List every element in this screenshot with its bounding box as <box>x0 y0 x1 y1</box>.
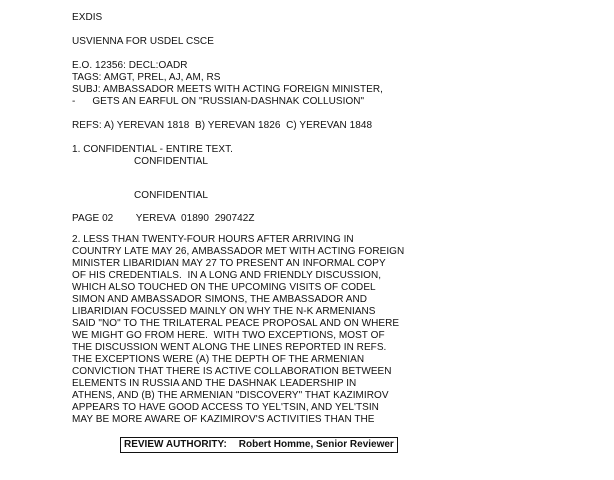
para2-line: ATHENS, AND (B) THE ARMENIAN "DISCOVERY" THAT KAZIMIROV <box>72 390 389 401</box>
para2-line: ELEMENTS IN RUSSIA AND THE DASHNAK LEADERSHIP IN <box>72 378 357 389</box>
classification-marking: CONFIDENTIAL <box>134 156 208 167</box>
review-authority-name: Robert Homme, Senior Reviewer <box>238 439 394 450</box>
para2-line: COUNTRY LATE MAY 26, AMBASSADOR MET WITH ACTING FOREIGN <box>72 246 405 257</box>
caveat: EXDIS <box>72 12 103 23</box>
review-authority-stamp <box>120 437 398 453</box>
para2-line: SIMON AND AMBASSADOR SIMONS, THE AMBASSADOR AND <box>72 294 368 305</box>
page-header-line: PAGE 02 YEREVA 01890 290742Z <box>72 213 255 224</box>
para1-text: 1. CONFIDENTIAL - ENTIRE TEXT. <box>72 144 233 155</box>
subject-line-continued: - GETS AN EARFUL ON "RUSSIAN-DASHNAK COLLUSION" <box>72 96 365 107</box>
para2-line: OF HIS CREDENTIALS. IN A LONG AND FRIENDLY DISCUSSION, <box>72 270 382 281</box>
para2-line: WE MIGHT GO FROM HERE. WITH TWO EXCEPTIONS, MOST OF <box>72 330 385 341</box>
para2-line: LIBARIDIAN FOCUSSED MAINLY ON WHY THE N-K ARMENIANS <box>72 306 376 317</box>
para2-line: THE DISCUSSION WENT ALONG THE LINES REPORTED IN REFS. <box>72 342 387 353</box>
para2-line: MINISTER LIBARIDIAN MAY 27 TO PRESENT AN INFORMAL COPY <box>72 258 386 269</box>
subject-line: SUBJ: AMBASSADOR MEETS WITH ACTING FOREIGN MINISTER, <box>72 84 383 95</box>
para2-line: APPEARS TO HAVE GOOD ACCESS TO YEL'TSIN, AND YEL'TSIN <box>72 402 379 413</box>
tags-line: TAGS: AMGT, PREL, AJ, AM, RS <box>72 72 221 83</box>
para2-line: CONVICTION THAT THERE IS ACTIVE COLLABORATION BETWEEN <box>72 366 392 377</box>
classification-marking-page2: CONFIDENTIAL <box>134 190 208 201</box>
para2-line: WHICH ALSO TOUCHED ON THE UPCOMING VISITS OF CODEL <box>72 282 376 293</box>
eo-line: E.O. 12356: DECL:OADR <box>72 60 188 71</box>
refs-line: REFS: A) YEREVAN 1818 B) YEREVAN 1826 C) YEREVAN 1848 <box>72 120 373 131</box>
para2-line: SAID "NO" TO THE TRILATERAL PEACE PROPOSAL AND ON WHERE <box>72 318 400 329</box>
info-addressee: USVIENNA FOR USDEL CSCE <box>72 36 214 47</box>
para2-line: 2. LESS THAN TWENTY-FOUR HOURS AFTER ARRIVING IN <box>72 234 354 245</box>
para2-line: THE EXCEPTIONS WERE (A) THE DEPTH OF THE ARMENIAN <box>72 354 365 365</box>
para2-line: MAY BE MORE AWARE OF KAZIMIROV'S ACTIVITIES THAN THE <box>72 414 375 425</box>
review-authority-label: REVIEW AUTHORITY: <box>124 439 227 450</box>
